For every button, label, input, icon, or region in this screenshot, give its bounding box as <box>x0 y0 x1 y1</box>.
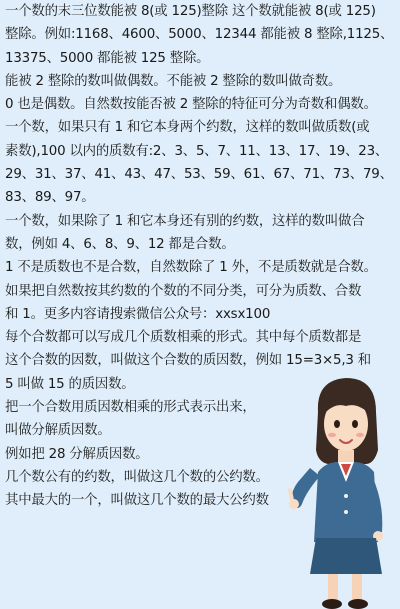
text-line-7: 素数),100 以内的质数有:2、3、5、7、11、13、17、19、23、 <box>5 143 389 159</box>
text-line-6: 一个数，如果只有 1 和它本身两个约数，这样的数叫做质数(或 <box>5 120 370 136</box>
teacher-illustration <box>288 372 400 609</box>
text-line-20: 例如把 28 分解质因数。 <box>5 446 149 462</box>
text-line-10: 一个数，如果除了 1 和它本身还有别的约数，这样的数叫做合 <box>5 213 365 229</box>
text-line-15: 每个合数都可以写成几个质数相乘的形式。其中每个质数都是 <box>5 330 362 346</box>
text-line-9: 83、89、97。 <box>5 190 95 206</box>
text-line-4: 能被 2 整除的数叫做偶数。不能被 2 整除的数叫做奇数。 <box>5 73 342 89</box>
text-line-19: 叫做分解质因数。 <box>5 423 111 439</box>
text-line-16: 这个合数的因数，叫做这个合数的质因数，例如 15=3×5,3 和 <box>5 353 371 369</box>
text-line-5: 0 也是偶数。自然数按能否被 2 整除的特征可分为奇数和偶数。 <box>5 97 377 113</box>
text-line-18: 把一个合数用质因数相乘的形式表示出来， <box>5 400 256 416</box>
text-line-11: 数，例如 4、6、8、9、12 都是合数。 <box>5 236 235 252</box>
text-line-8: 29、31、37、41、43、47、53、59、61、67、71、73、79、 <box>5 167 393 183</box>
text-line-22: 其中最大的一个，叫做这几个数的最大公约数 <box>5 493 269 509</box>
text-line-17: 5 叫做 15 的质因数。 <box>5 376 135 392</box>
text-line-21: 几个数公有的约数，叫做这几个数的公约数。 <box>5 469 269 485</box>
text-line-2: 整除。例如:1168、4600、5000、12344 都能被 8 整除,1125、 <box>5 27 394 43</box>
text-line-1: 一个数的末三位数能被 8(或 125)整除 这个数就能被 8(或 125) <box>5 4 376 19</box>
text-line-14: 和 1。更多内容请搜索微信公众号：xxsx100 <box>5 306 271 322</box>
text-line-13: 如果把自然数按其约数的个数的不同分类，可分为质数、合数 <box>5 283 362 299</box>
text-line-3: 13375、5000 都能被 125 整除。 <box>5 50 210 66</box>
text-line-12: 1 不是质数也不是合数，自然数除了 1 外，不是质数就是合数。 <box>5 260 377 276</box>
